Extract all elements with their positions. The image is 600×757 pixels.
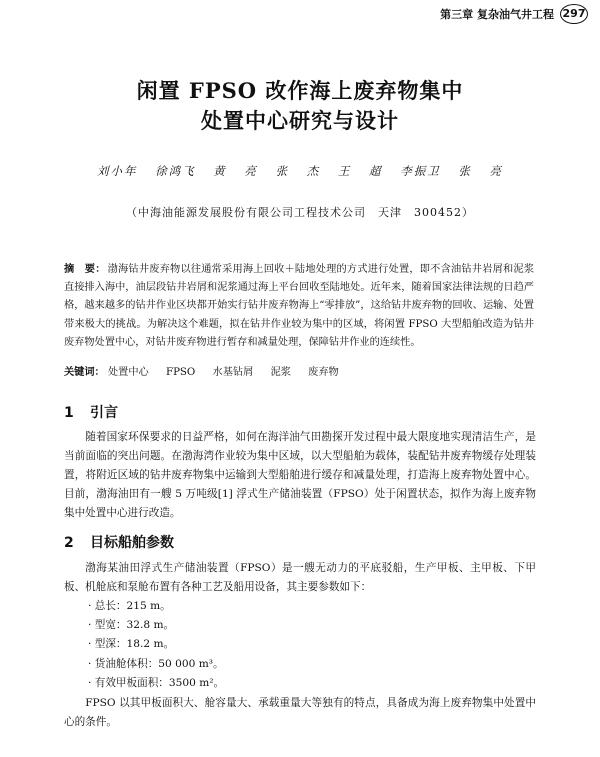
keyword: 水基钻屑 (212, 367, 254, 378)
running-head-text: 第三章 复杂油气井工程 (440, 8, 554, 21)
abstract-label: 摘 要： (64, 263, 106, 275)
keywords-label: 关键词： (64, 366, 105, 378)
section-2-closing: FPSO 以其甲板面积大、舱容量大、承载重量大等独有的特点，具备成为海上废弃物集中处置中心的条件。 (64, 697, 536, 728)
section-heading-2 (64, 532, 174, 552)
keyword: FPSO (166, 367, 196, 378)
section-number: 1 (64, 405, 74, 421)
parameter-list (88, 597, 224, 693)
abstract-text: 渤海钻井废弃物以往通常采用海上回收＋陆地处理的方式进行处置，即不含油钻井岩屑和泥浆直接排入海中，油层段钻井岩屑和泥浆通过海上平台回收至陆地处。近年来，随着国家法律法规的日趋严格，越来越多的钻井作业区块都开始实行钻井废弃物海上“零排放”，这给钻井废弃物的回收、运输、处置带来极大的挑战。为解决这个难题，拟在钻井作业较为集中的区域，将闲置 FPSO 大型船舶改造为钻井废弃物处置中心，对钻井废弃物进行暂存和减量处理，保障钻井作业的连续性。 (64, 264, 535, 348)
section-1-paragraph: 随着国家环保要求的日益严格，如何在海洋油气田勘探开发过程中最大限度地实现清洁生产，是当前面临的突出问题。在渤海湾作业较为集中区域，以大型船舶为载体，装配钻井废弃物缓存处理装置，将附近区域的钻井废弃物集中运输到大型船舶进行缓存和减量处理，打造海上废弃物处置中心。目前，渤海油田有一艘 5 万吨级[1] 浮式生产储油装置（FPSO）处于闲置状态，拟作为海上废弃物集中处置中心进行改造。 (64, 431, 536, 519)
section-title: 引言 (90, 405, 118, 421)
title-line-1: 闲置 FPSO 改作海上废弃物集中 (136, 78, 464, 103)
abstract (64, 260, 534, 352)
page-number: 297 (560, 4, 588, 24)
section-number: 2 (64, 535, 74, 551)
section-title: 目标船舶参数 (90, 535, 174, 551)
list-item: · 有效甲板面积：3500 m²。 (88, 674, 224, 693)
keyword: 泥浆 (270, 367, 291, 378)
list-item: · 总长：215 m。 (88, 597, 224, 616)
keywords (64, 363, 534, 382)
keyword: 废弃物 (308, 367, 339, 378)
title-line-2: 处置中心研究与设计 (201, 108, 399, 133)
affiliation: （中海油能源发展股份有限公司工程技术公司 天津 300452） (126, 206, 474, 219)
author-list: 刘小年 徐鸿飞 黄 亮 张 杰 王 超 李振卫 张 亮 (96, 164, 504, 178)
keyword: 处置中心 (108, 367, 149, 378)
list-item: · 货油舱体积：50 000 m³。 (88, 655, 224, 674)
running-head (440, 4, 588, 24)
paper-title (0, 76, 600, 136)
section-2-paragraph: 渤海某油田浮式生产储油装置（FPSO）是一艘无动力的平底驳船，生产甲板、主甲板、下甲板、机舱底和泵舱布置有各种工艺及船用设备，其主要参数如下： (64, 562, 536, 593)
list-item: · 型深：18.2 m。 (88, 635, 224, 654)
list-item: · 型宽：32.8 m。 (88, 616, 224, 635)
section-heading-1 (64, 402, 118, 422)
